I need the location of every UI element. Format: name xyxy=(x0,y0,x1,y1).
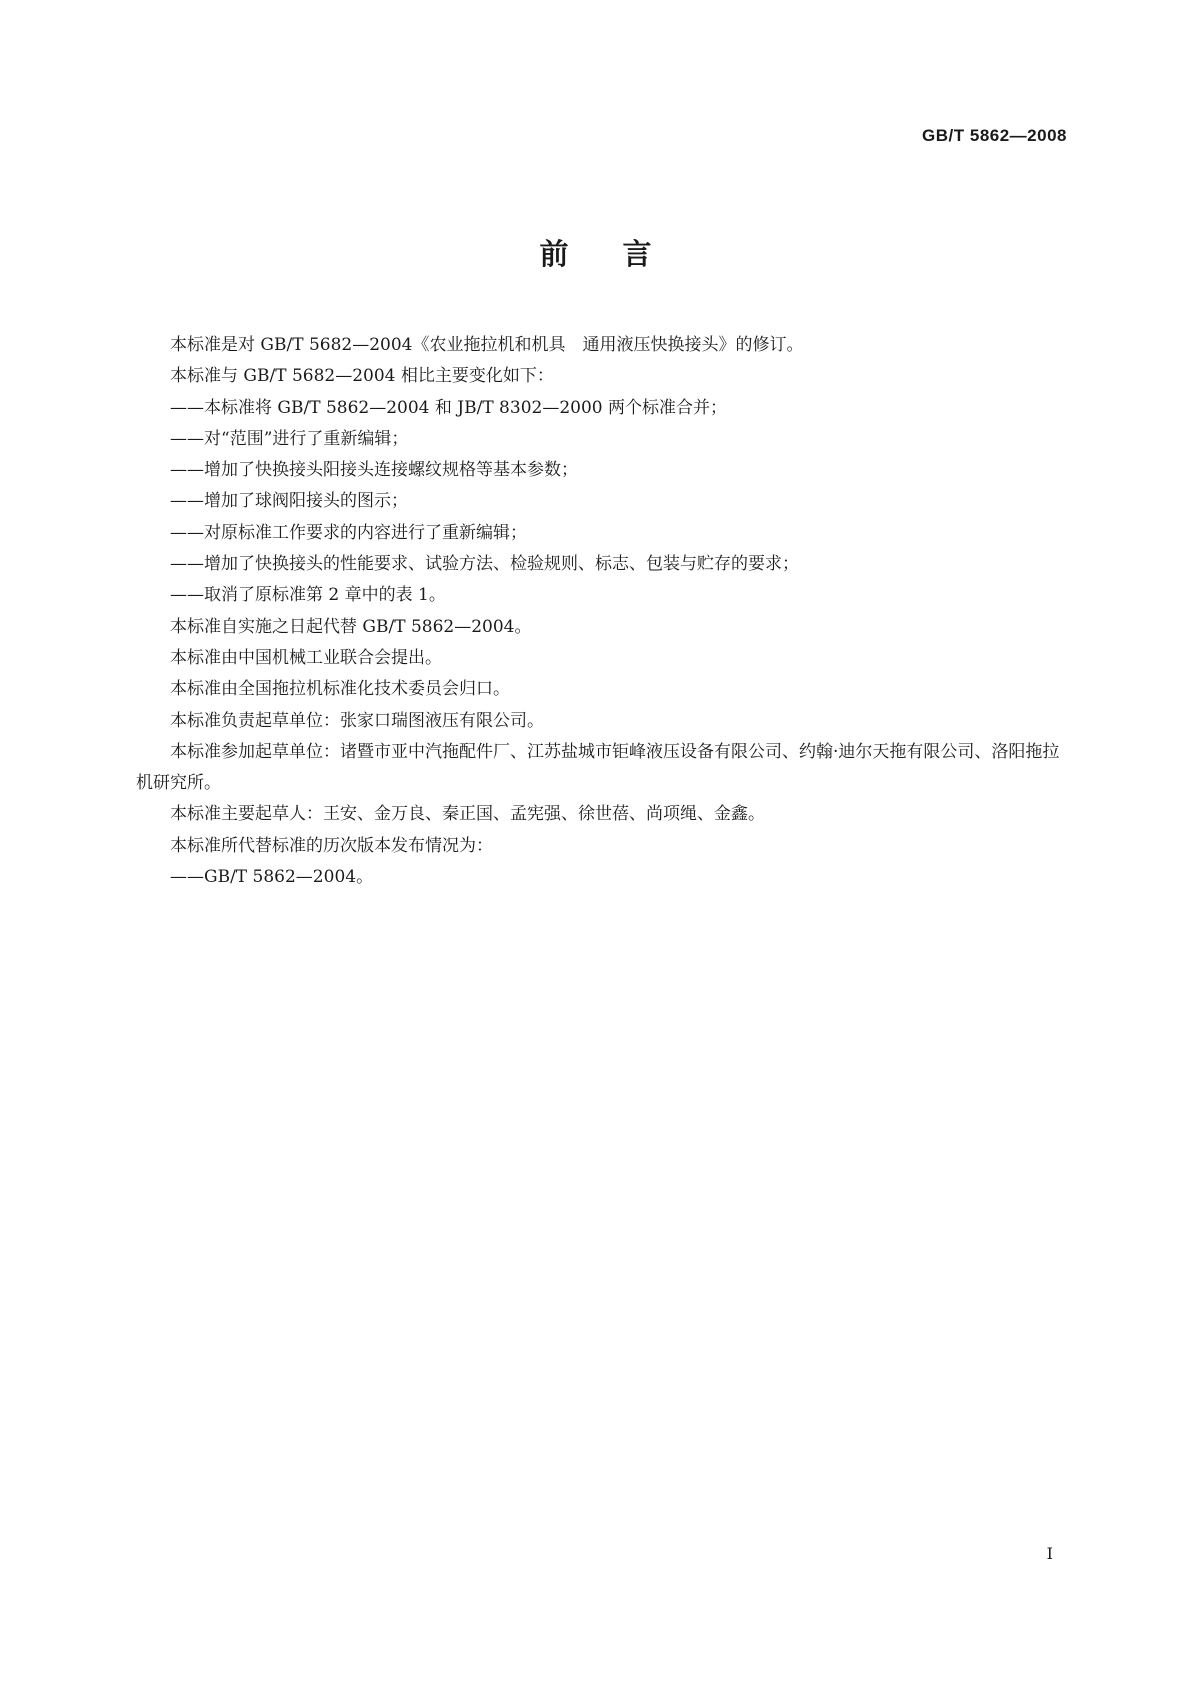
paragraph-participating-units: 本标准参加起草单位：诸暨市亚中汽拖配件厂、江苏盐城市钜峰液压设备有限公司、约翰·迪尔天拖有限公司、洛阳拖拉机研究所。 xyxy=(136,741,1060,794)
standard-number-header: GB/T 5862—2008 xyxy=(922,126,1067,145)
paragraph-proposed-by: 本标准由中国机械工业联合会提出。 xyxy=(170,647,442,668)
list-item-change: ——取消了原标准第 2 章中的表 1。 xyxy=(170,585,446,606)
paragraph-revision-note: 本标准是对 GB/T 5682—2004《农业拖拉机和机具 通用液压快换接头》的修订。 xyxy=(170,335,804,355)
list-item-change: ——对“范围”进行了重新编辑； xyxy=(170,428,409,449)
list-item-change: ——对原标准工作要求的内容进行了重新编辑； xyxy=(170,522,527,543)
paragraph-centralized-by: 本标准由全国拖拉机标准化技术委员会归口。 xyxy=(170,679,510,700)
foreword-body xyxy=(136,330,1064,893)
list-item-change: ——增加了快换接头的性能要求、试验方法、检验规则、标志、包装与贮存的要求； xyxy=(170,554,799,575)
paragraph-replaces: 本标准自实施之日起代替 GB/T 5862—2004。 xyxy=(170,616,532,637)
list-item-change: ——本标准将 GB/T 5862—2004 和 JB/T 8302—2000 两个标准合并； xyxy=(170,397,727,418)
list-item-change: ——增加了快换接头阳接头连接螺纹规格等基本参数； xyxy=(170,460,578,481)
page-title: 前言 xyxy=(539,237,706,271)
list-item-previous-version: ——GB/T 5862—2004。 xyxy=(170,867,374,888)
paragraph-main-changes: 本标准与 GB/T 5682—2004 相比主要变化如下： xyxy=(170,366,554,387)
page-number: I xyxy=(1046,1544,1053,1563)
paragraph-drafters: 本标准主要起草人：王安、金万良、秦正国、孟宪强、徐世蓓、尚项绳、金鑫。 xyxy=(170,804,765,825)
paragraph-previous-versions: 本标准所代替标准的历次版本发布情况为： xyxy=(170,835,493,856)
list-item-change: ——增加了球阀阳接头的图示； xyxy=(170,491,408,512)
paragraph-drafting-unit: 本标准负责起草单位：张家口瑞图液压有限公司。 xyxy=(170,710,544,731)
